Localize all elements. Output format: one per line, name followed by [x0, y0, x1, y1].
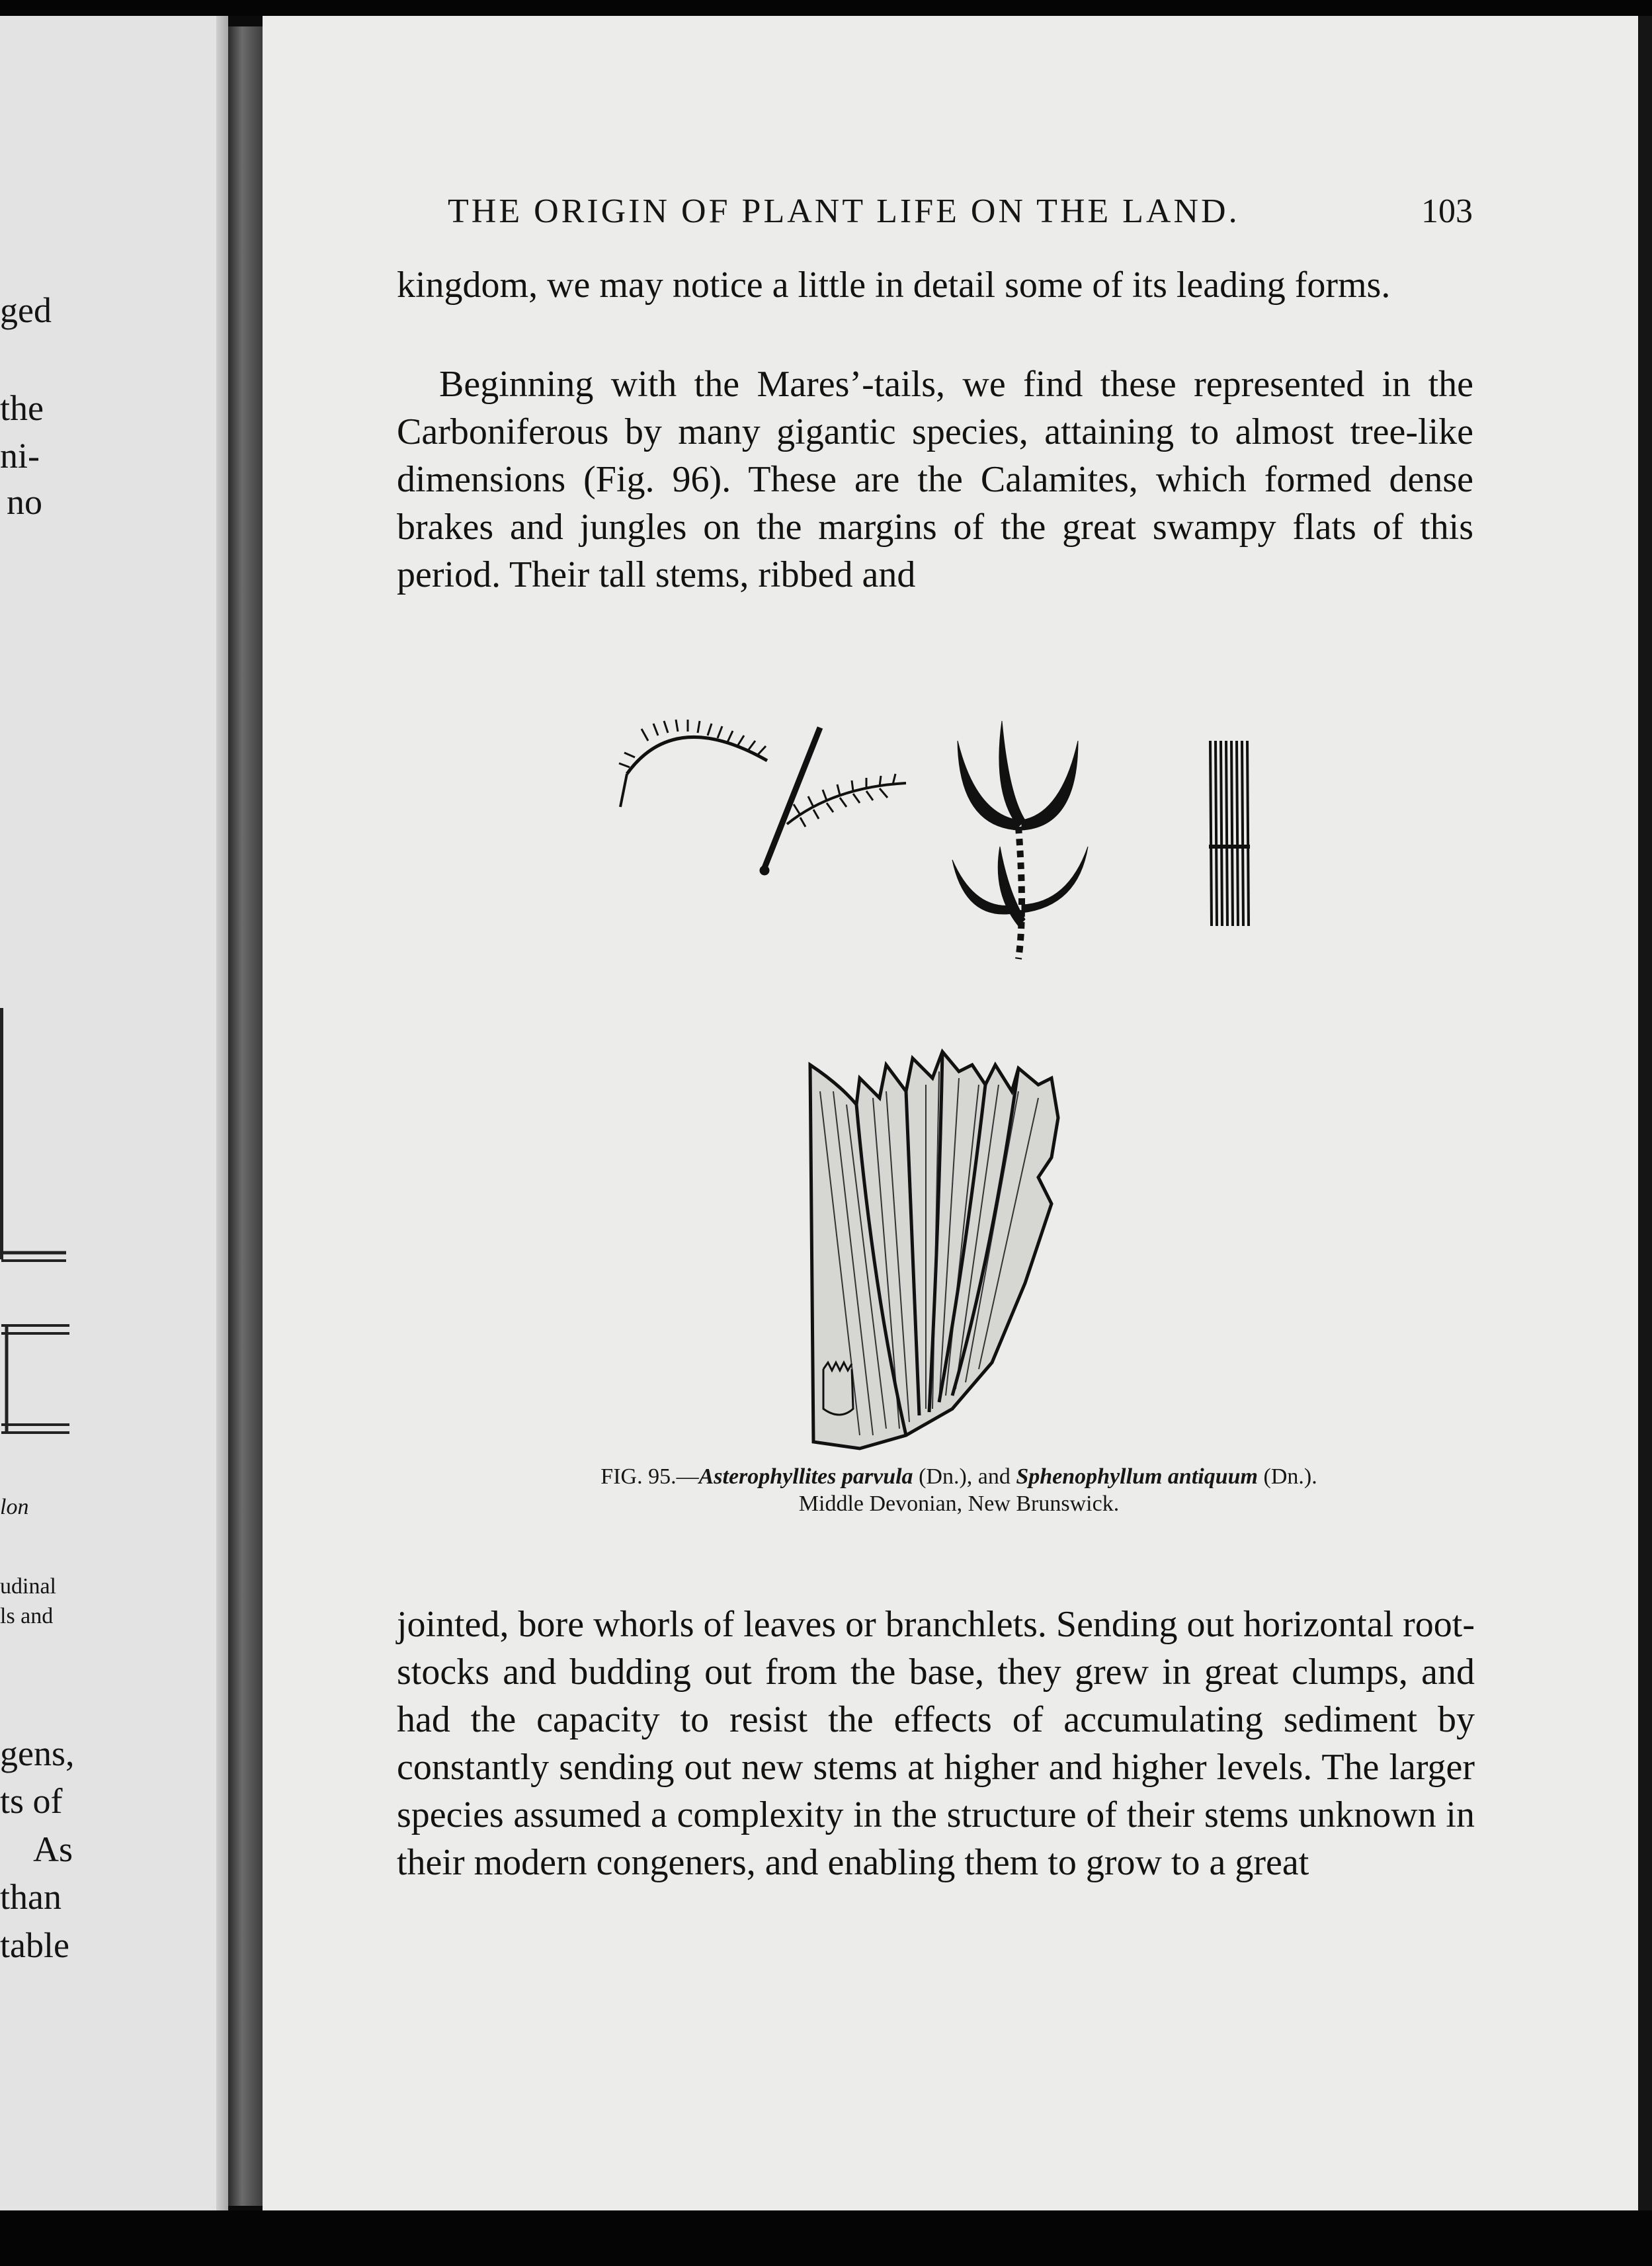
scan-right-border — [1638, 16, 1652, 2210]
fossil-illustration — [595, 694, 1342, 1455]
left-fragment: As — [33, 1829, 73, 1869]
left-fragment: the — [0, 388, 44, 428]
paragraph-3: jointed, bore whorls of leaves or branchlets. Sending out horizontal root-stocks and budding out from the base, they grew in great clumps, and had the capacity to resist the effects of accumulating sediment by constantly sending out new stems at higher and higher levels. The larger species assumed a complexity in the structure of their stems unknown in their modern congeners, and enabling them to grow to a great — [397, 1604, 1475, 1883]
left-fragment: ts of — [0, 1781, 63, 1821]
left-fragment: than — [0, 1877, 62, 1917]
left-fragment: gens, — [0, 1734, 75, 1773]
running-head — [448, 192, 1473, 238]
asterophyllites-twig — [619, 720, 906, 875]
paragraph-2: Beginning with the Mares’-tails, we find these represented in the Carboniferous by many gigantic species, attaining to almost tree-like dimensions (Fig. 96). These are the Calamites, which formed dense brakes and jungles on the margins of the great swampy flats of this period. Their tall stems, ribbed and — [397, 364, 1473, 595]
left-page-gutter-shadow — [216, 16, 228, 2212]
paragraph-1: kingdom, we may notice a little in detail some of its leading forms. — [397, 265, 1391, 306]
scan-top-border — [0, 0, 1652, 16]
species-name-1: Asterophyllites parvula — [698, 1464, 913, 1489]
left-page — [0, 16, 228, 2212]
figure-label: FIG. 95.— — [600, 1464, 699, 1489]
author-1: (Dn.), and — [913, 1464, 1016, 1489]
left-fragment: ged — [0, 290, 52, 330]
author-2: (Dn.). — [1258, 1464, 1317, 1489]
sphenophyllum-whorl — [952, 721, 1088, 959]
running-head-title: THE ORIGIN OF PLANT LIFE ON THE LAND. — [448, 192, 1240, 230]
page-number: 103 — [1421, 192, 1473, 230]
caption-locality: Middle Devonian, New Brunswick. — [798, 1491, 1120, 1516]
species-name-2: Sphenophyllum antiquum — [1016, 1464, 1258, 1489]
left-fragment: table — [0, 1925, 69, 1965]
left-fragment: lon — [0, 1495, 29, 1519]
left-fragment: no — [7, 482, 42, 522]
book-spine — [228, 26, 263, 2206]
leaf-whorl-fan — [810, 1052, 1058, 1448]
left-fragment: ni- — [0, 436, 40, 476]
left-fragment: udinal — [0, 1574, 56, 1599]
figure-caption — [436, 1463, 1481, 1517]
left-page-figure-fragment — [0, 1008, 79, 1471]
left-fragment: ls and — [0, 1604, 54, 1628]
ribbed-stem-fragment — [1209, 741, 1250, 926]
caption-line-1 — [436, 1463, 1481, 1491]
scan-bottom-border — [0, 2210, 1652, 2266]
